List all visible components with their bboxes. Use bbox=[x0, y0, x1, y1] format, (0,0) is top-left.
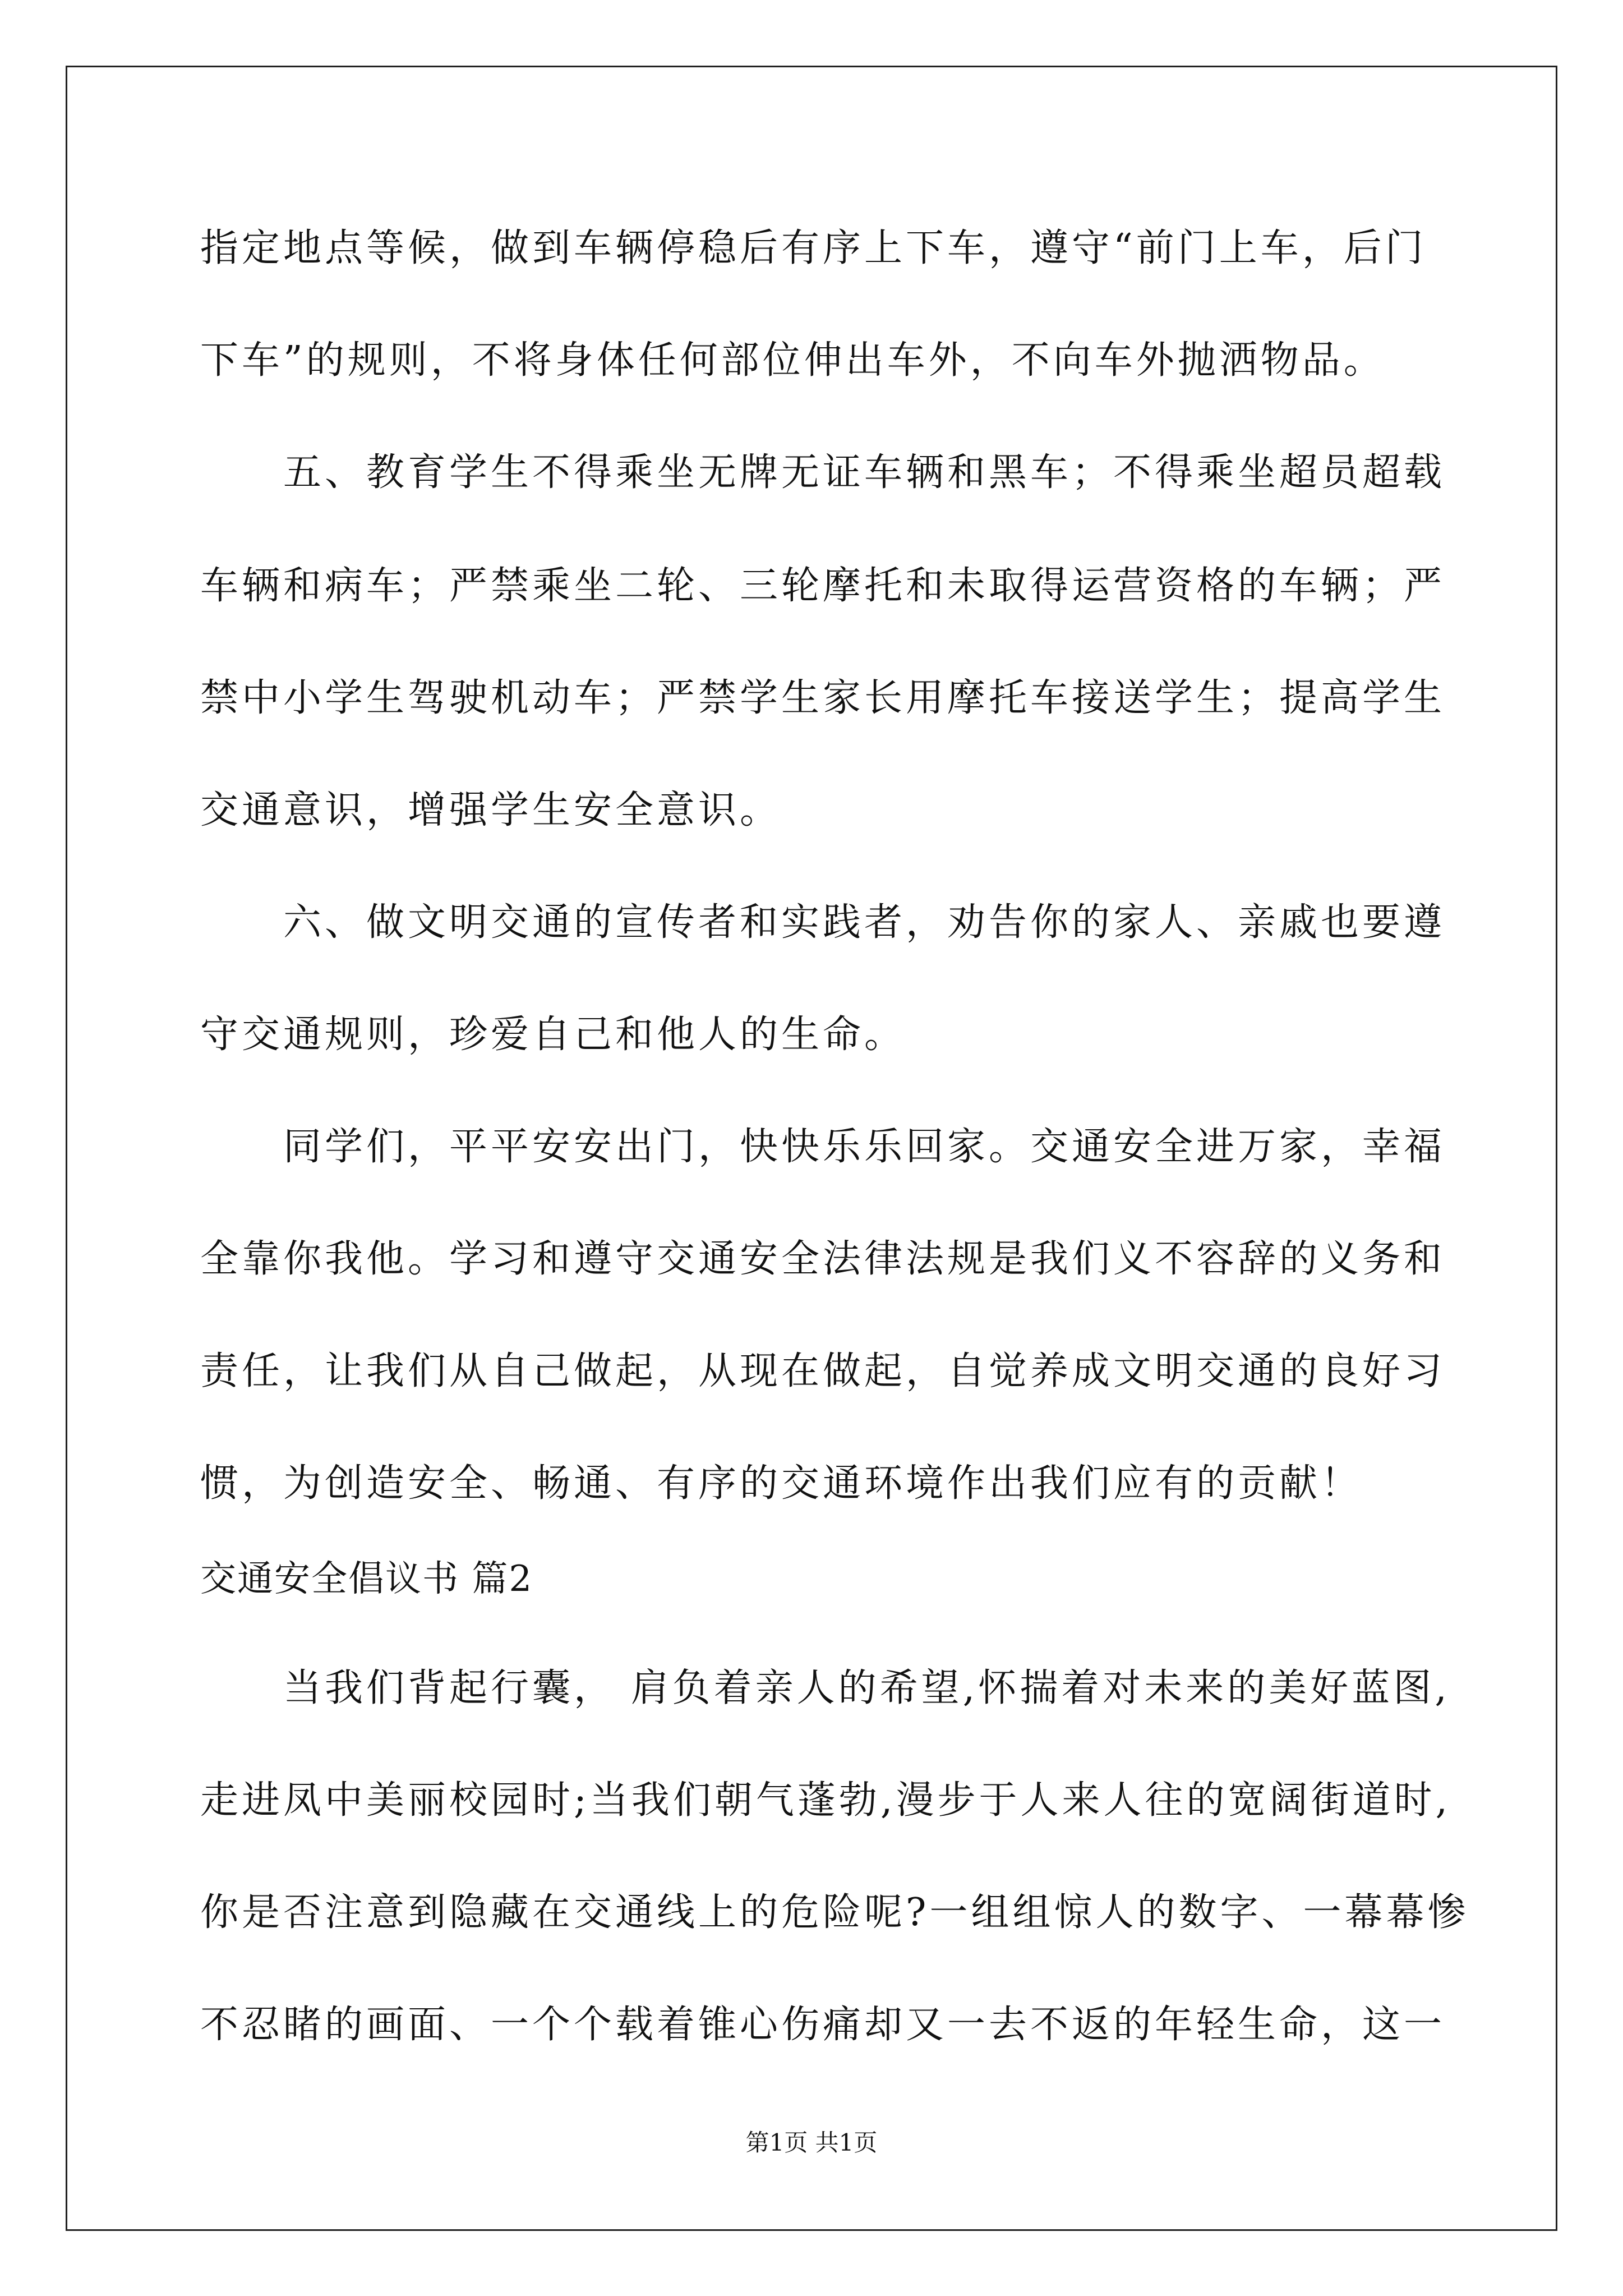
text-line: 不忍睹的画面、一个个载着锥心伤痛却又一去不返的年轻生命，这一 bbox=[200, 2003, 1446, 2047]
page-footer: 第1页 共1页 bbox=[745, 2129, 878, 2156]
text-line: 惯，为创造安全、畅通、有序的交通环境作出我们应有的贡献！ bbox=[200, 1461, 1363, 1506]
text-line: 禁中小学生驾驶机动车；严禁学生家长用摩托车接送学生；提高学生 bbox=[200, 676, 1446, 720]
text-line: 走进凤中美丽校园时;当我们朝气蓬勃,漫步于人来人往的宽阔街道时, bbox=[200, 1778, 1451, 1823]
text-line: 你是否注意到隐藏在交通线上的危险呢?一组组惊人的数字、一幕幕惨 bbox=[200, 1890, 1469, 1935]
text-line: 车辆和病车；严禁乘坐二轮、三轮摩托和未取得运营资格的车辆；严 bbox=[200, 564, 1446, 608]
paragraph-start: 五、教育学生不得乘坐无牌无证车辆和黑车；不得乘坐超员超载 bbox=[283, 450, 1446, 495]
text-line: 交通意识，增强学生安全意识。 bbox=[200, 788, 782, 832]
text-line: 下车”的规则，不将身体任何部位伸出车外，不向车外抛洒物品。 bbox=[200, 338, 1385, 383]
section-heading: 交通安全倡议书 篇2 bbox=[200, 1558, 533, 1600]
paragraph-start: 同学们，平平安安出门，快快乐乐回家。交通安全进万家，幸福 bbox=[283, 1125, 1446, 1169]
text-line: 指定地点等候，做到车辆停稳后有序上下车，遵守“前门上车，后门 bbox=[200, 226, 1427, 270]
paragraph-start: 当我们背起行囊， 肩负着亲人的希望,怀揣着对未来的美好蓝图, bbox=[283, 1666, 1450, 1710]
text-line: 责任，让我们从自己做起，从现在做起，自觉养成文明交通的良好习 bbox=[200, 1349, 1446, 1393]
text-line: 全靠你我他。学习和遵守交通安全法律法规是我们义不容辞的义务和 bbox=[200, 1237, 1446, 1281]
text-line: 守交通规则，珍爱自己和他人的生命。 bbox=[200, 1013, 906, 1057]
paragraph-start: 六、做文明交通的宣传者和实践者，劝告你的家人、亲戚也要遵 bbox=[283, 900, 1446, 945]
